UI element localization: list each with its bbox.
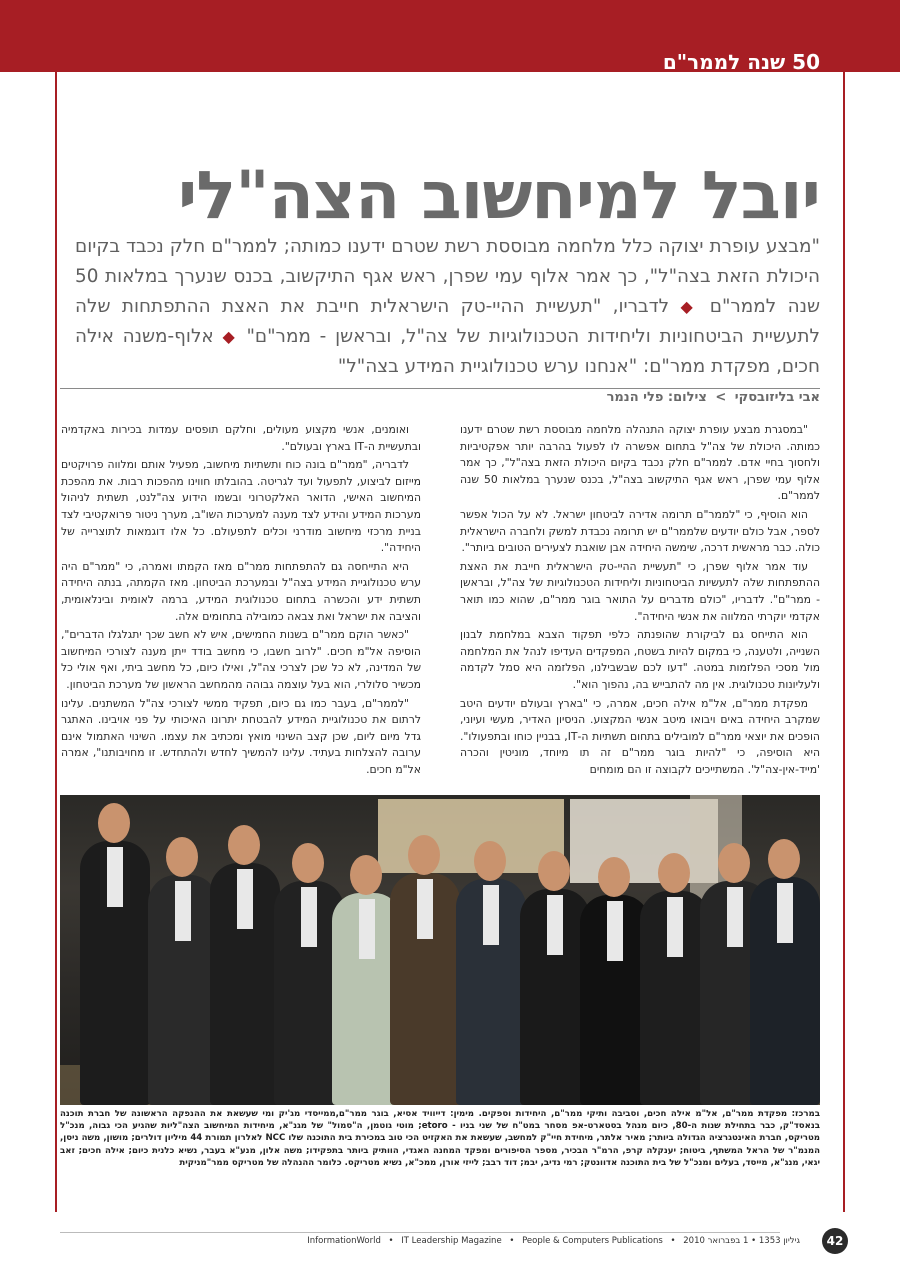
person-shirt xyxy=(107,847,123,907)
footer-separator: • xyxy=(670,1236,676,1246)
paragraph: עוד אמר אלוף שפרן, כי "תעשיית ההיי-טק הישראלית חייבת את האצת ההתפתחות שלה לתעשיות הביטחוניות וליחידות הטכנולוגיות של צה"ל, ובראשן - ממר"ם". לדבריו, "כולם מדברים על התואר בוגר ממר"ם, שהוא כמו תואר אקדמי יוקרתי המלווה את אנשי היחידה". xyxy=(460,559,820,623)
person-head xyxy=(658,853,690,893)
body-column-left xyxy=(61,422,421,784)
photo-caption: במרכז: מפקדת ממר"ם, אל"מ אילה חכים, וסביבה ותיקי ממר"ם, היחידות וספקים. מימין: דייוויד אסיא, בוגר ממר"ם,ממייסדי מג'יק ומי שעשאת את ההנפקה הראשונה של חברת תוכנה בנאסד"ק, כבר בתחילת שנות ה-80, כיום מנהל בסטארט-אפ מסחר במט"ח של שני בניו - etoro; מוטי גוטמן, ה"סמול" של מגנ"א, מיחידות המיחשוב הצה"ליות שהגיע הכי גבוה, מנכ"ל מטריקס, חברת האינטגרציה הגדולה ביותר; מאיר אלתר, מיחידת חיי"ק למחשב, שעשאת את האקזיט הכי טוב במכירת בית התוכנה שלו NCC לאלרון תמורת 44 מיליון דולרים; מושון, משה ניסן, המנמ"ר של הראל המשתף, ביטוח; יענקלה קרפ, הרמ"ר הבכיר, מספר הסיפורים ומפקד המחנה האגדי, הוותיק ביותר בתפקידו; משה אלון, מנע"א בעבר, נשיא כלנית כיום; אילה חכים; זאב יגאי, מנג"א, מייסד, בעלים ומנכ"ל של בית התוכנה אדוונטק; רמי נדיב, יבמ; דוד רבב; לייזי אורן, ממכ"א, נשיא מטריקס. כלומר ההנהלה של מטריקס ממר"מניקית xyxy=(60,1109,821,1168)
lead-part-3: אלוף-משנה אילה חכים, מפקדת ממר"ם: "אנחנו ערש טכנולוגיית המידע בצה"ל" xyxy=(75,326,820,377)
group-photo xyxy=(60,795,820,1105)
paragraph: "כאשר הוקם ממר"ם בשנות החמישים, איש לא חשב שכך יתגלגלו הדברים", הוסיפה אל"מ חכים. "לרוב חשבו, כי מחשב בודד ייתן מענה לצורכי המיחשוב של המדינה, לא כל שכן לצרכי צה"ל, ואילו כיום, כל מחשב ביתי, ואף אולי כל מכשיר סלולרי, הוא בעל עוצמה גבוהה מהמחשב הראשון של מערכת הביטחון. xyxy=(61,628,421,691)
footer-divider xyxy=(60,1232,780,1233)
byline-separator: > xyxy=(715,390,727,405)
paragraph: מפקדת ממר"ם, אל"מ אילה חכים, אמרה, כי "בארץ ובעולם יודעים היטב שמקרב היחידה באים ויבואו מיטב אנשי המקצוע. הניסיון האדיר, מעשי ועיוני, הופכים את יוצאי ממר"ם למובילים בתחום תשתיות ה-IT, בבניין כוחו ובתפעולו". היא הוסיפה, כי "להיות בוגר ממר"ם זה תו מיוחד, מוניטין והכרה 'מייד-אין-צה"ל'. המשתייכים לקבוצה זו הם מומחים xyxy=(460,696,820,776)
footer-publisher: People & Computers Publications xyxy=(522,1236,663,1246)
person-shirt xyxy=(237,869,253,929)
person-shirt xyxy=(359,899,375,959)
footer-separator: • xyxy=(388,1236,394,1246)
body-column-right xyxy=(460,422,820,784)
lead-part-1: "מבצע עופרת יצוקה כלל מלחמה מבוססת רשת שטרם ידענו כמותה; לממר"ם חלק נכבד בקיום היכולת הזאת בצה"ל", כך אמר אלוף עמי שפרן, ראש אגף התיקשוב, בכנס שנערך במלאות 50 שנה לממר"ם xyxy=(75,236,820,317)
person-head xyxy=(408,835,440,875)
article-headline: יובל למיחשוב הצה"לי xyxy=(177,157,820,234)
person-shirt xyxy=(483,885,499,945)
person-shirt xyxy=(667,897,683,957)
byline-divider xyxy=(60,388,820,389)
paragraph: "במסגרת מבצע עופרת יצוקה התנהלה מלחמה מבוססת רשת שטרם ידענו כמותה. היכולת של צה"ל בתחום אפשרה לו לפעול בהרבה יותר אפקטיביות ולחסוך בחיי אדם. לממר"ם חלק נכבד בקיום היכולת הזאת בצה"ל", כך אמר אלוף עמי שפרן, ראש אגף התיקשוב בצה"ל, בכנס שנערך במלאות 50 שנה לממר"ם. xyxy=(460,423,820,503)
paragraph: ואומנים, אנשי מקצוע מעולים, וחלקם תופסים עמדות בכירות באקדמיה ובתעשיית ה-IT בארץ ובעולם". xyxy=(61,423,421,453)
frame-line-left xyxy=(55,72,57,1212)
person-head xyxy=(98,803,130,843)
person-shirt xyxy=(175,881,191,941)
diamond-bullet-icon: ◆ xyxy=(222,327,238,346)
person-head xyxy=(474,841,506,881)
footer-issue: גיליון 1353 • 1 בפברואר 2010 xyxy=(683,1236,800,1246)
paragraph: הוא התייחס גם לביקורת שהופנתה כלפי תפקוד הצבא במלחמת לבנון השנייה, ולטענה, כי במקום להיות בשטח, המפקדים העדיפו לנהל את המלחמה מול מסכי הפלזמות במטה. "דעו לכם שבשבילנו, הפלזמה היא סמל לקדמה ולעליונות טכנולוגית. אין מה להתבייש בה, נהפוך הוא". xyxy=(460,628,820,691)
person-shirt xyxy=(727,887,743,947)
footer-magazine: IT Leadership Magazine xyxy=(401,1236,502,1246)
page-footer xyxy=(307,1236,800,1246)
person-shirt xyxy=(777,883,793,943)
paragraph: היא התייחסה גם להתפתחות ממר"ם מאז הקמתו ואמרה, כי "ממר"ם היה ערש טכנולוגיית המידע בצה"ל ובמערכת הביטחון. מאז הקמתה, בנתה היחידה תשתית ידע והכשרה בתחום טכנולוגית המידע, ברמה לאומית ובינלאומית, והציבה את ישראל ואת צבאה כמובילה בתחומים אלה. xyxy=(61,559,421,623)
person-head xyxy=(228,825,260,865)
byline xyxy=(607,390,820,405)
footer-separator: • xyxy=(509,1236,515,1246)
person-head xyxy=(718,843,750,883)
person-shirt xyxy=(607,901,623,961)
paragraph: "לממר"ם, בעבר כמו גם כיום, תפקיד ממשי לצורכי צה"ל המשתנים. עלינו לרתום את טכנולוגיית המידע להבטחת יתרונו האיכותי על פני אויבינו. האתגר גדל מיום ליום, שכן קצב השינוי מואץ ומכתיב את עצמו. השינוי האתמול אינם ערובה להצלחות בעתיד. עלינו להמשיך לחדש ולהתחדש. זו מחויבותנו", אמרה אל"מ חכים. xyxy=(61,696,421,776)
byline-photo-credit: צילום: פלי הנמר xyxy=(606,390,707,405)
paragraph: הוא הוסיף, כי "לממר"ם תרומה אדירה לביטחון ישראל. לא על הכול אפשר לספר, אבל כולם יודעים שלממר"ם יש תרומה נכבדת למשק ולחברה הישראלית כולה. כבר מראשית דרכה, שימשה היחידה אבן שואבת לצעירים הטובים ביותר". xyxy=(460,507,820,555)
lead-part-2: לדבריו, "תעשיית ההיי-טק הישראלית חייבת את האצת ההתפתחות שלה לתעשיית הביטחוניות וליחידות הטכנולוגיות של צה"ל, ובראשן - ממר"ם" xyxy=(75,296,820,347)
byline-author: אבי בליזובסקי xyxy=(734,390,820,405)
frame-line-right xyxy=(843,72,845,1212)
person-head xyxy=(350,855,382,895)
article-lead xyxy=(75,232,820,382)
section-title: 50 שנה לממר"ם xyxy=(662,50,820,74)
paragraph: לדבריה, "ממר"ם בונה כוח ותשתיות מיחשוב, מפעיל אותם ומלווה פרויקטים מייזום לביצוע, לתפעול ועד לגריטה. בהובלתו חווינו מהפכות רבות. את מהפכת המיחשוב האישי, הדואר האלקטרוני ובשמו הידוע צה"לנט, תשתית לניהול מערכות המידע והידע לצד מענה למערכות השו"ב, מערך ניטור פרואקטיבי לצד בניית מרכזי מיחשוב מודרני וכלים לתפעולם. כל אלו דוגמאות לתוצרייה של היחידה". xyxy=(61,458,421,555)
person-shirt xyxy=(417,879,433,939)
page-number: 42 xyxy=(822,1228,848,1254)
person-shirt xyxy=(547,895,563,955)
person-head xyxy=(598,857,630,897)
diamond-bullet-icon: ◆ xyxy=(680,297,699,316)
person-head xyxy=(166,837,198,877)
person-shirt xyxy=(301,887,317,947)
person-head xyxy=(292,843,324,883)
person-head xyxy=(768,839,800,879)
footer-site: InformationWorld xyxy=(307,1236,381,1246)
section-header-bar xyxy=(0,0,900,72)
person-head xyxy=(538,851,570,891)
background-screen xyxy=(378,799,564,873)
